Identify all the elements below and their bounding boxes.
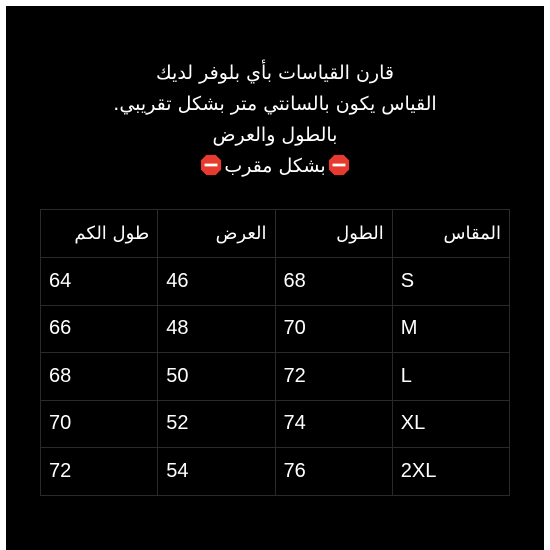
table-row (41, 353, 510, 401)
intro-line-approx (6, 151, 544, 182)
cell-length: 74 (275, 400, 392, 448)
table-row (41, 258, 510, 306)
cell-width: 54 (158, 448, 275, 496)
intro-line-dimensions: بالطول والعرض (212, 124, 338, 146)
cell-size: M (392, 305, 509, 353)
cell-length: 70 (275, 305, 392, 353)
intro-line-units: القياس يكون بالسانتي متر بشكل تقريبي. (113, 93, 437, 115)
cell-length: 68 (275, 258, 392, 306)
table-row (41, 305, 510, 353)
stop-sign-icon (200, 154, 222, 176)
cell-sleeve: 66 (41, 305, 158, 353)
header-width: العرض (158, 210, 275, 258)
cell-width: 46 (158, 258, 275, 306)
header-size: المقاس (392, 210, 509, 258)
cell-size: L (392, 353, 509, 401)
header-sleeve-length: طول الكم (41, 210, 158, 258)
cell-size: S (392, 258, 509, 306)
cell-sleeve: 68 (41, 353, 158, 401)
intro-line-compare: قارن القياسات بأي بلوفر لديك (156, 62, 394, 84)
cell-sleeve: 70 (41, 400, 158, 448)
cell-sleeve: 64 (41, 258, 158, 306)
size-guide-intro (6, 58, 544, 182)
cell-width: 50 (158, 353, 275, 401)
cell-width: 52 (158, 400, 275, 448)
cell-size: 2XL (392, 448, 509, 496)
table-header-row (41, 210, 510, 258)
header-length: الطول (275, 210, 392, 258)
cell-length: 72 (275, 353, 392, 401)
cell-sleeve: 72 (41, 448, 158, 496)
size-table (40, 209, 510, 496)
cell-size: XL (392, 400, 509, 448)
stop-sign-icon (328, 154, 350, 176)
table-row (41, 448, 510, 496)
intro-approx-text: بشكل مقرب (224, 155, 326, 177)
cell-length: 76 (275, 448, 392, 496)
post-image (6, 6, 544, 550)
cell-width: 48 (158, 305, 275, 353)
table-row (41, 400, 510, 448)
